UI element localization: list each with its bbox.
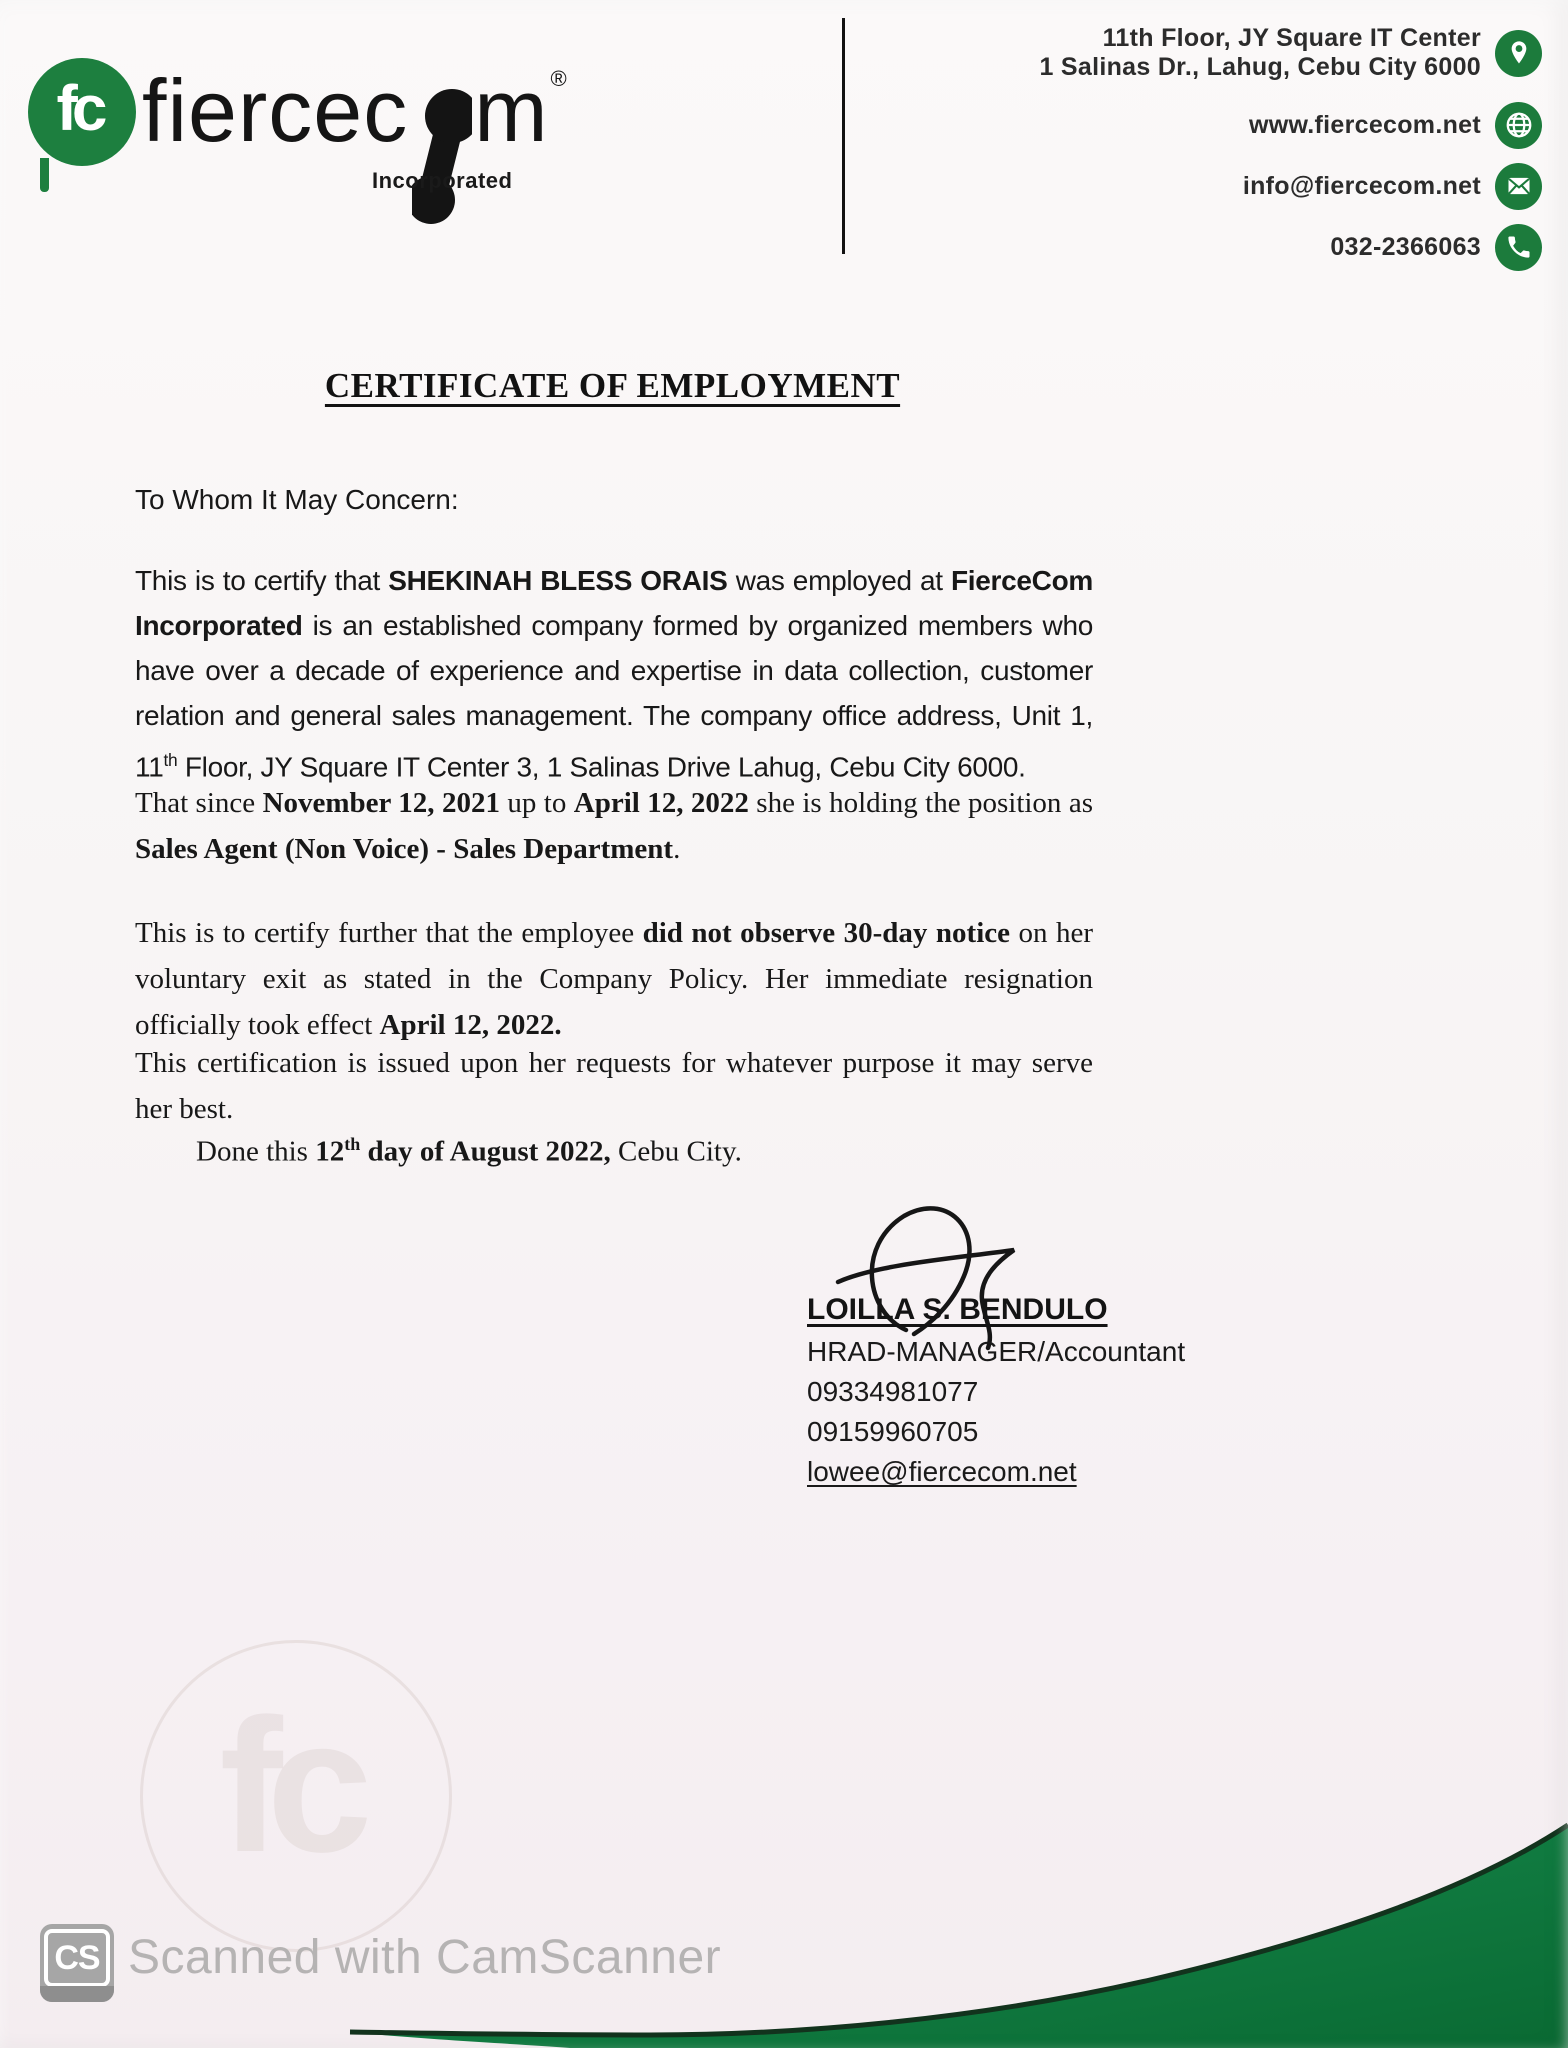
- signatory-name: LOILLA S. BENDULO: [807, 1293, 1108, 1326]
- header-divider: [842, 18, 845, 254]
- contact-phone-row: [1330, 222, 1542, 272]
- signature-block: [807, 1288, 1185, 1492]
- contact-email-row: [1243, 161, 1542, 211]
- paragraph-purpose: This certification is issued upon her requests for whatever purpose it may serve her best.: [135, 1047, 1093, 1125]
- signatory-email: lowee@fiercecom.net: [807, 1456, 1077, 1487]
- ink-drop-o-icon: [412, 86, 472, 232]
- contact-website-row: [1249, 100, 1542, 150]
- contact-address-line1: 11th Floor, JY Square IT Center: [1102, 24, 1481, 52]
- camscanner-icon: [40, 1924, 114, 2002]
- envelope-icon: [1495, 163, 1542, 210]
- signatory-phone2: 09159960705: [807, 1416, 979, 1447]
- paragraph-employment: This is to certify that SHEKINAH BLESS ORAIS was employed at FierceCom Incorporated is an established company formed by organized members who have over a decade of experience and expertise in data collection, customer relation and general sales management. The company office address, Unit 1, 11th Floor, JY Square IT Center 3, 1 Salinas Drive Lahug, Cebu City 6000.: [135, 565, 1093, 783]
- contact-address: [1039, 24, 1481, 82]
- location-pin-icon: [1495, 30, 1542, 77]
- contact-email: info@fiercecom.net: [1242, 171, 1481, 200]
- globe-icon: [1495, 102, 1542, 149]
- phone-icon: [1495, 224, 1542, 271]
- camscanner-cs-box: [44, 1929, 110, 1987]
- salutation: To Whom It May Concern:: [135, 484, 459, 515]
- camscanner-text: Scanned with CamScanner: [128, 1931, 722, 1984]
- done-date-line: Done this 12th day of August 2022, Cebu City.: [196, 1134, 742, 1168]
- contact-address-line2: 1 Salinas Dr., Lahug, Cebu City 6000: [1039, 53, 1481, 81]
- certificate-title: CERTIFICATE OF EMPLOYMENT: [324, 366, 901, 405]
- signatory-title: HRAD-MANAGER/Accountant: [807, 1336, 1186, 1367]
- fiercecom-logo-icon: [28, 58, 136, 166]
- logo-tagline: Incorporated: [372, 168, 513, 193]
- fc-watermark-monogram: fc: [219, 1680, 357, 1892]
- contact-website: www.fiercecom.net: [1248, 110, 1481, 139]
- paragraph-notice: This is to certify further that the employee did not observe 30-day notice on her voluntary exit as stated in the Company Policy. Her immediate resignation officially took effect April 12, 2022.: [135, 917, 1093, 1041]
- contact-address-row: [1039, 24, 1542, 81]
- signatory-phone1: 09334981077: [807, 1376, 979, 1407]
- fc-monogram: fc: [56, 72, 102, 144]
- camscanner-cs-label: CS: [54, 1938, 100, 1977]
- paragraph-position: That since November 12, 2021 up to April 12, 2022 she is holding the position as Sales Agent (Non Voice) - Sales Department.: [135, 787, 1094, 865]
- wordmark-right: m: [474, 61, 549, 160]
- logo-f-stem: [40, 158, 49, 192]
- registered-mark: ®: [550, 66, 567, 91]
- fiercecom-wordmark: [142, 52, 567, 232]
- contact-phone: 032-2366063: [1330, 232, 1481, 261]
- wordmark-left: fiercec: [142, 61, 409, 160]
